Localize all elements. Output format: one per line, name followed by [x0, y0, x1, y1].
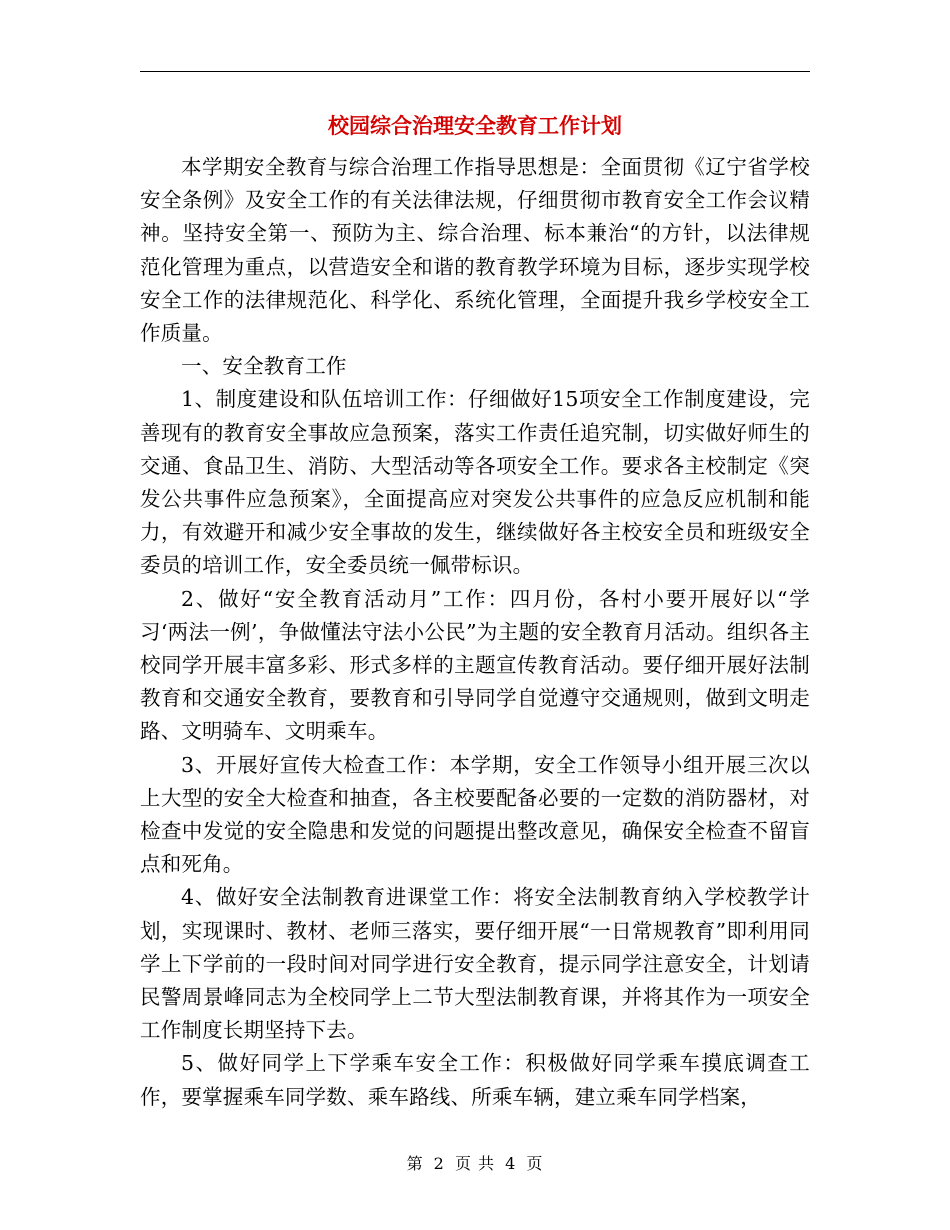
paragraph-item-3: 3、开展好宣传大检查工作：本学期，安全工作领导小组开展三次以上大型的安全大检查和抽查，各主校要配备必要的一定数的消防器材，对检查中发觉的安全隐患和发觉的问题提出整改意见，确保安全检查不留盲点和死角。: [140, 752, 810, 877]
section-heading-safety-education: 一、安全教育工作: [181, 354, 347, 379]
footer-suffix: 页: [526, 1154, 544, 1173]
footer-page-number: 2: [433, 1154, 445, 1173]
page-footer: [0, 1152, 950, 1176]
paragraph-item-1: 1、制度建设和队伍培训工作：仔细做好15项安全工作制度建设，完善现有的教育安全事故应急预案，落实工作责任追究制，切实做好师生的交通、食品卫生、消防、大型活动等各项安全工作。要求各主校制定《突发公共事件应急预案》，全面提高应对突发公共事件的应急反应机制和能力，有效避开和减少安全事故的发生，继续做好各主校安全员和班级安全委员的培训工作，安全委员统一佩带标识。: [140, 387, 810, 578]
paragraph-item-2: 2、做好“安全教育活动月”工作：四月份，各村小要开展好以“学习‘两法一例’，争做懂法守法小公民”为主题的安全教育月活动。组织各主校同学开展丰富多彩、形式多样的主题宣传教育活动。要仔细开展好法制教育和交通安全教育，要教育和引导同学自觉遵守交通规则，做到文明走路、文明骑车、文明乘车。: [140, 586, 810, 744]
footer-total-pages: 4: [505, 1154, 517, 1173]
paragraph-item-5: 5、做好同学上下学乘车安全工作：积极做好同学乘车摸底调查工作，要掌握乘车同学数、乘车路线、所乘车辆，建立乘车同学档案，: [140, 1051, 810, 1109]
paragraph-item-4: 4、做好安全法制教育进课堂工作：将安全法制教育纳入学校教学计划，实现课时、教材、老师三落实，要仔细开展“一日常规教育”即利用同学上下学前的一段时间对同学进行安全教育，提示同学注意安全，计划请民警周景峰同志为全校同学上二节大型法制教育课，并将其作为一项安全工作制度长期坚持下去。: [140, 885, 810, 1043]
document-body: [140, 151, 810, 1114]
footer-middle: 页 共: [454, 1154, 496, 1173]
footer-prefix: 第: [406, 1154, 424, 1173]
paragraph-intro: 本学期安全教育与综合治理工作指导思想是：全面贯彻《辽宁省学校安全条例》及安全工作的有关法律法规，仔细贯彻市教育安全工作会议精神。坚持安全第一、预防为主、综合治理、标本兼治“的方针，以法律规范化管理为重点，以营造安全和谐的教育教学环境为目标，逐步实现学校安全工作的法律规范化、科学化、系统化管理，全面提升我乡学校安全工作质量。: [140, 155, 810, 346]
document-title: 校园综合治理安全教育工作计划: [328, 114, 622, 138]
header-rule: [140, 71, 810, 72]
